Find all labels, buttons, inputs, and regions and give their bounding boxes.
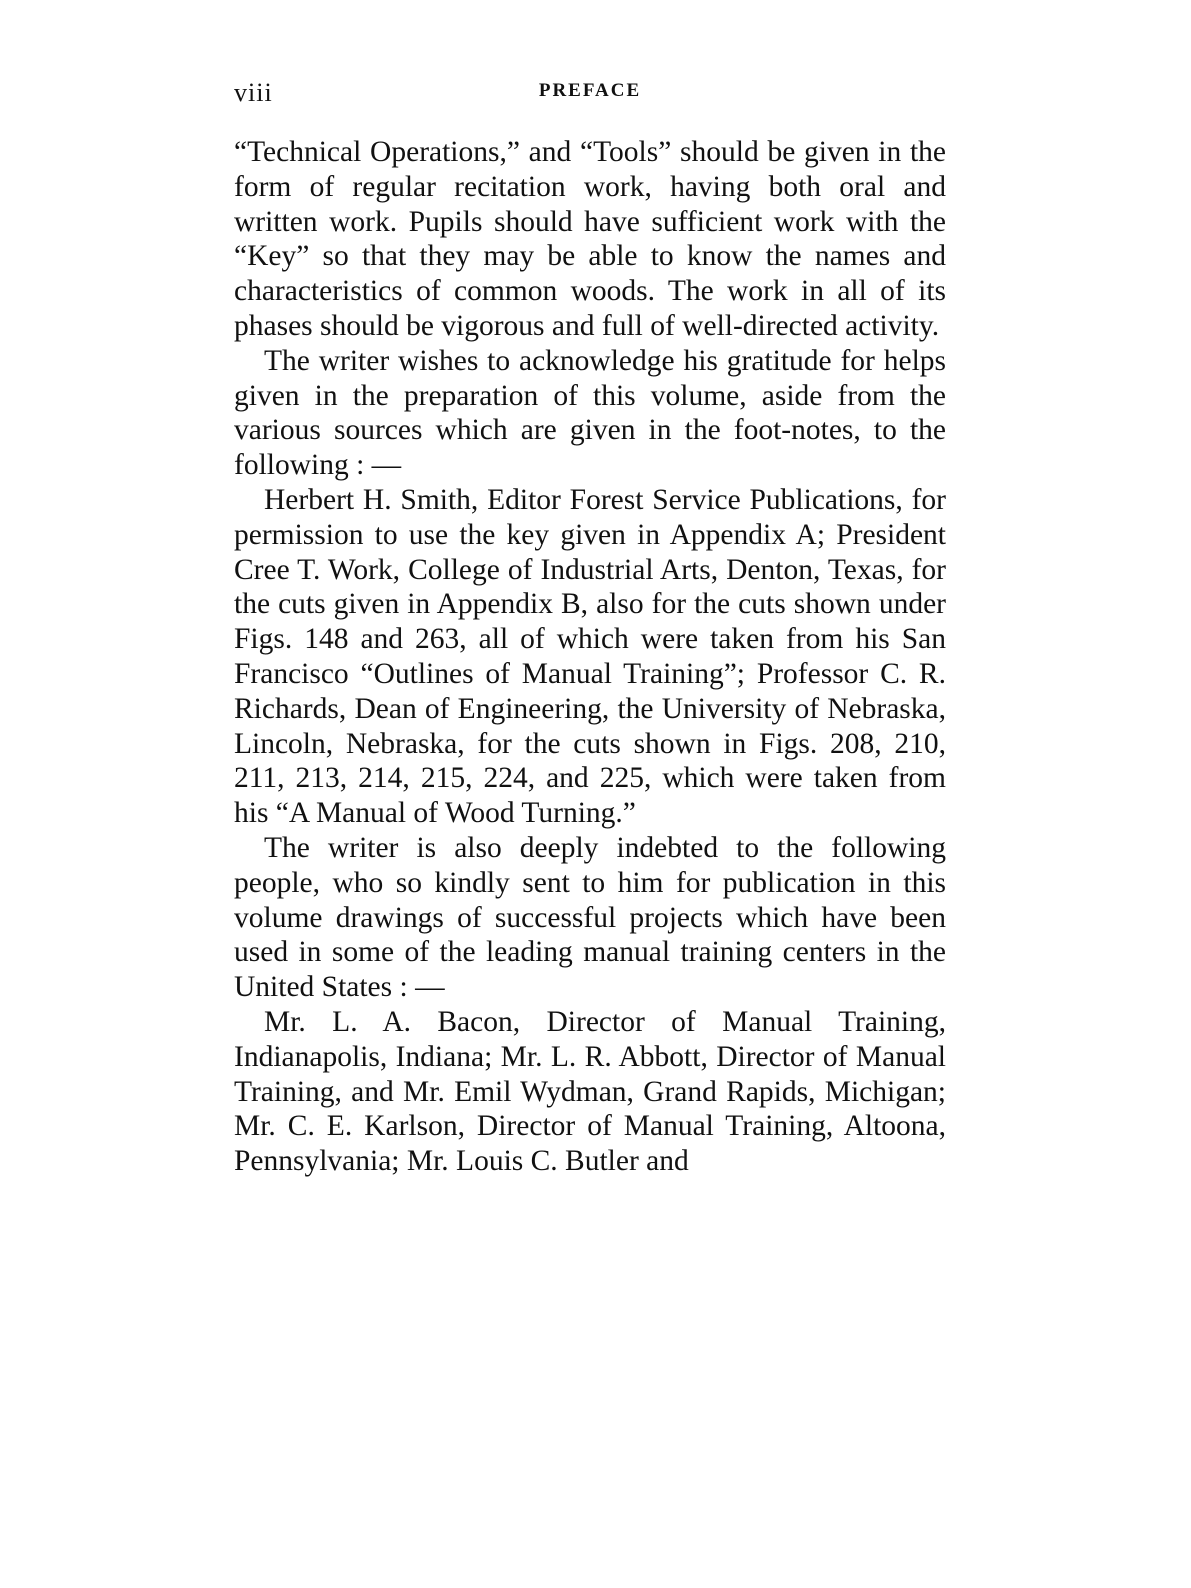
- paragraph-contributors: Mr. L. A. Bacon, Director of Manual Training, Indianapolis, Indiana; Mr. L. R. Abbott, Director of Manual Training, and Mr. Emil Wydman, Grand Rapids, Michigan; Mr. C. E. Karlson, Director of Manual Training, Altoona, Pennsylvania; Mr. Louis C. Butler and: [234, 1005, 946, 1178]
- body-text: [234, 135, 946, 1179]
- page-number: viii: [234, 78, 273, 107]
- page-title: PREFACE: [538, 80, 642, 101]
- paragraph-credits: Herbert H. Smith, Editor Forest Service Publications, for permission to use the key given in Appendix A; President Cree T. Work, College of Industrial Arts, Denton, Texas, for the cuts given in Appendix B, also for the cuts shown under Figs. 148 and 263, all of which were taken from his San Francisco “Outlines of Manual Training”; Professor C. R. Richards, Dean of Engineering, the University of Nebraska, Lincoln, Nebraska, for the cuts shown in Figs. 208, 210, 211, 213, 214, 215, 224, and 225, which were taken from his “A Manual of Wood Turning.”: [234, 483, 946, 830]
- paragraph-continued: “Technical Operations,” and “Tools” should be given in the form of regular recitation work, having both oral and written work. Pupils should have sufficient work with the “Key” so that they may be able to know the names and characteristics of common woods. The work in all of its phases should be vigorous and full of well-directed activity.: [234, 136, 946, 342]
- running-head: [234, 78, 946, 108]
- paragraph-acknowledgement: The writer wishes to acknowledge his gratitude for helps given in the preparation of this volume, aside from the various sources which are given in the foot-notes, to the following : —: [234, 344, 946, 482]
- paragraph-indebted: The writer is also deeply indebted to the following people, who so kindly sent to him for publication in this volume drawings of successful projects which have been used in some of the leading manual training centers in the United States : —: [234, 831, 946, 1004]
